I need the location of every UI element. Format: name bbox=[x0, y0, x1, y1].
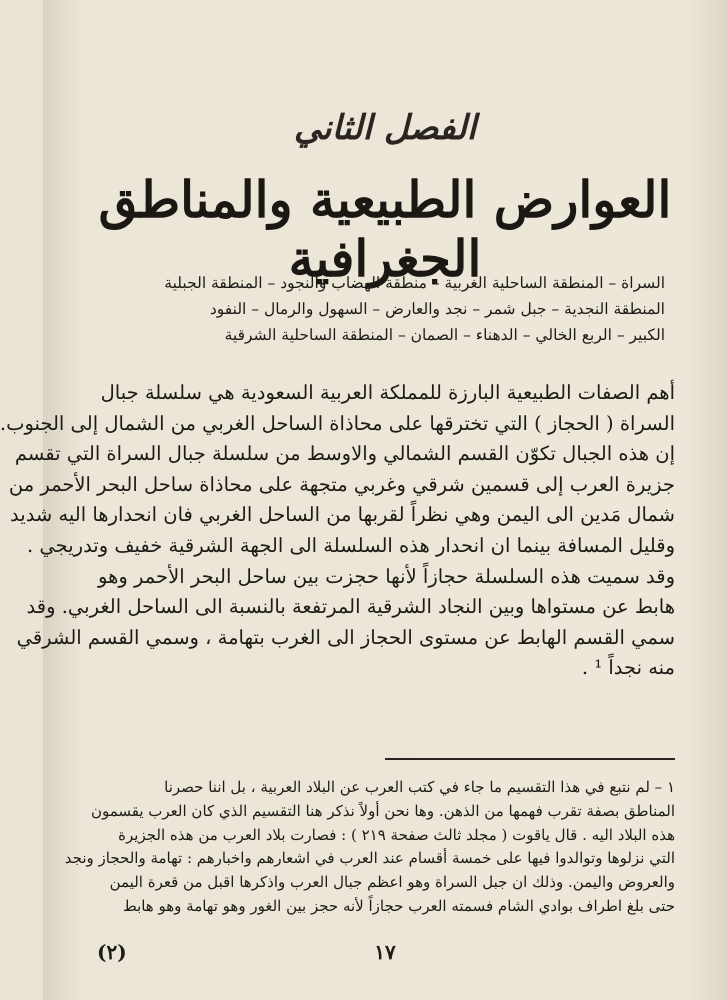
footnote bbox=[64, 776, 675, 919]
body-line: وقد سميت هذه السلسلة حجازاً لأنها حجزت بين ساحل البحر الأحمر وهو bbox=[98, 564, 675, 588]
body-line: وقليل المسافة بينما ان انحدار هذه السلسلة الى الجهة الشرقية خفيف وتدريجي . bbox=[26, 533, 675, 557]
body-line: جزيرة العرب إلى قسمين شرقي وغربي متجهة على محاذاة ساحل البحر الأحمر من bbox=[8, 472, 675, 496]
body-line: السراة ( الحجاز ) التي تخترقها على محاذاة الساحل الغربي من الشمال إلى الجنوب. bbox=[0, 411, 675, 435]
body-text bbox=[0, 378, 675, 684]
body-line: شمال مَدين الى اليمن وهي نظراً لقربها من الساحل الغربي فان انحدارها اليه شديد bbox=[10, 503, 675, 527]
body-line: إن هذه الجبال تكوّن القسم الشمالي والاوسط من سلسلة جبال السراة التي تقسم bbox=[14, 442, 675, 466]
body-line: سمي القسم الهابط عن مستوى الحجاز الى الغرب بتهامة ، وسمي القسم الشرقي bbox=[16, 625, 675, 649]
footnote-line: حتى بلغ اطراف بوادي الشام فسمته العرب حجازاً لأنه حجز بين الغور وهو تهامة وهو هابط bbox=[122, 896, 675, 915]
footnote-line: التي نزلوها وتوالدوا فيها على خمسة أقسام عند العرب في اشعارهم واخبارهم : تهامة والحجاز ونجد bbox=[64, 849, 675, 868]
body-line: أهم الصفات الطبيعية البارزة للمملكة العربية السعودية هي سلسلة جبال bbox=[100, 381, 675, 404]
topics-line: السراة – المنطقة الساحلية الغربية – منطقة الهضاب والنجود – المنطقة الجبلية bbox=[164, 274, 665, 292]
footnote-line: والعروض واليمن. وذلك ان جبل السراة وهو اعظم جبال العرب واذكرها اقبل من قعرة اليمن bbox=[109, 873, 675, 892]
topics-line: المنطقة النجدية – جبل شمر – نجد والعارض – السهول والرمال – النفود bbox=[209, 300, 665, 318]
body-line: منه نجداً ¹ . bbox=[581, 656, 675, 680]
chapter-topics bbox=[103, 270, 665, 348]
signature-mark: (٢) bbox=[97, 940, 127, 964]
footnote-line: هذه البلاد اليه . قال ياقوت ( مجلد ثالث صفحة ٢١٩ ) : فصارت بلاد العرب من هذه الجزيرة bbox=[118, 825, 675, 844]
chapter-heading: الفصل الثاني bbox=[293, 108, 477, 148]
footnote-line: المناطق بصفة تقرب فهمها من الذهن. وها نحن أولاً نذكر هنا التقسيم الذي كان العرب يقسمون bbox=[90, 801, 675, 820]
page-number: ١٧ bbox=[374, 940, 396, 964]
topics-line: الكبير – الربع الخالي – الدهناء – الصمان – المنطقة الساحلية الشرقية bbox=[224, 326, 665, 344]
footnote-divider bbox=[385, 758, 675, 760]
body-line: هابط عن مستواها وبين النجاد الشرقية المرتفعة بالنسبة الى الساحل الغربي. وقد bbox=[26, 595, 675, 619]
footnote-line: ١ – لم نتبع في هذا التقسيم ما جاء في كتب العرب عن البلاد العربية ، بل اننا حصرنا bbox=[164, 778, 675, 796]
chapter-title: العوارض الطبيعية والمناطق الجغرافية bbox=[98, 170, 672, 288]
